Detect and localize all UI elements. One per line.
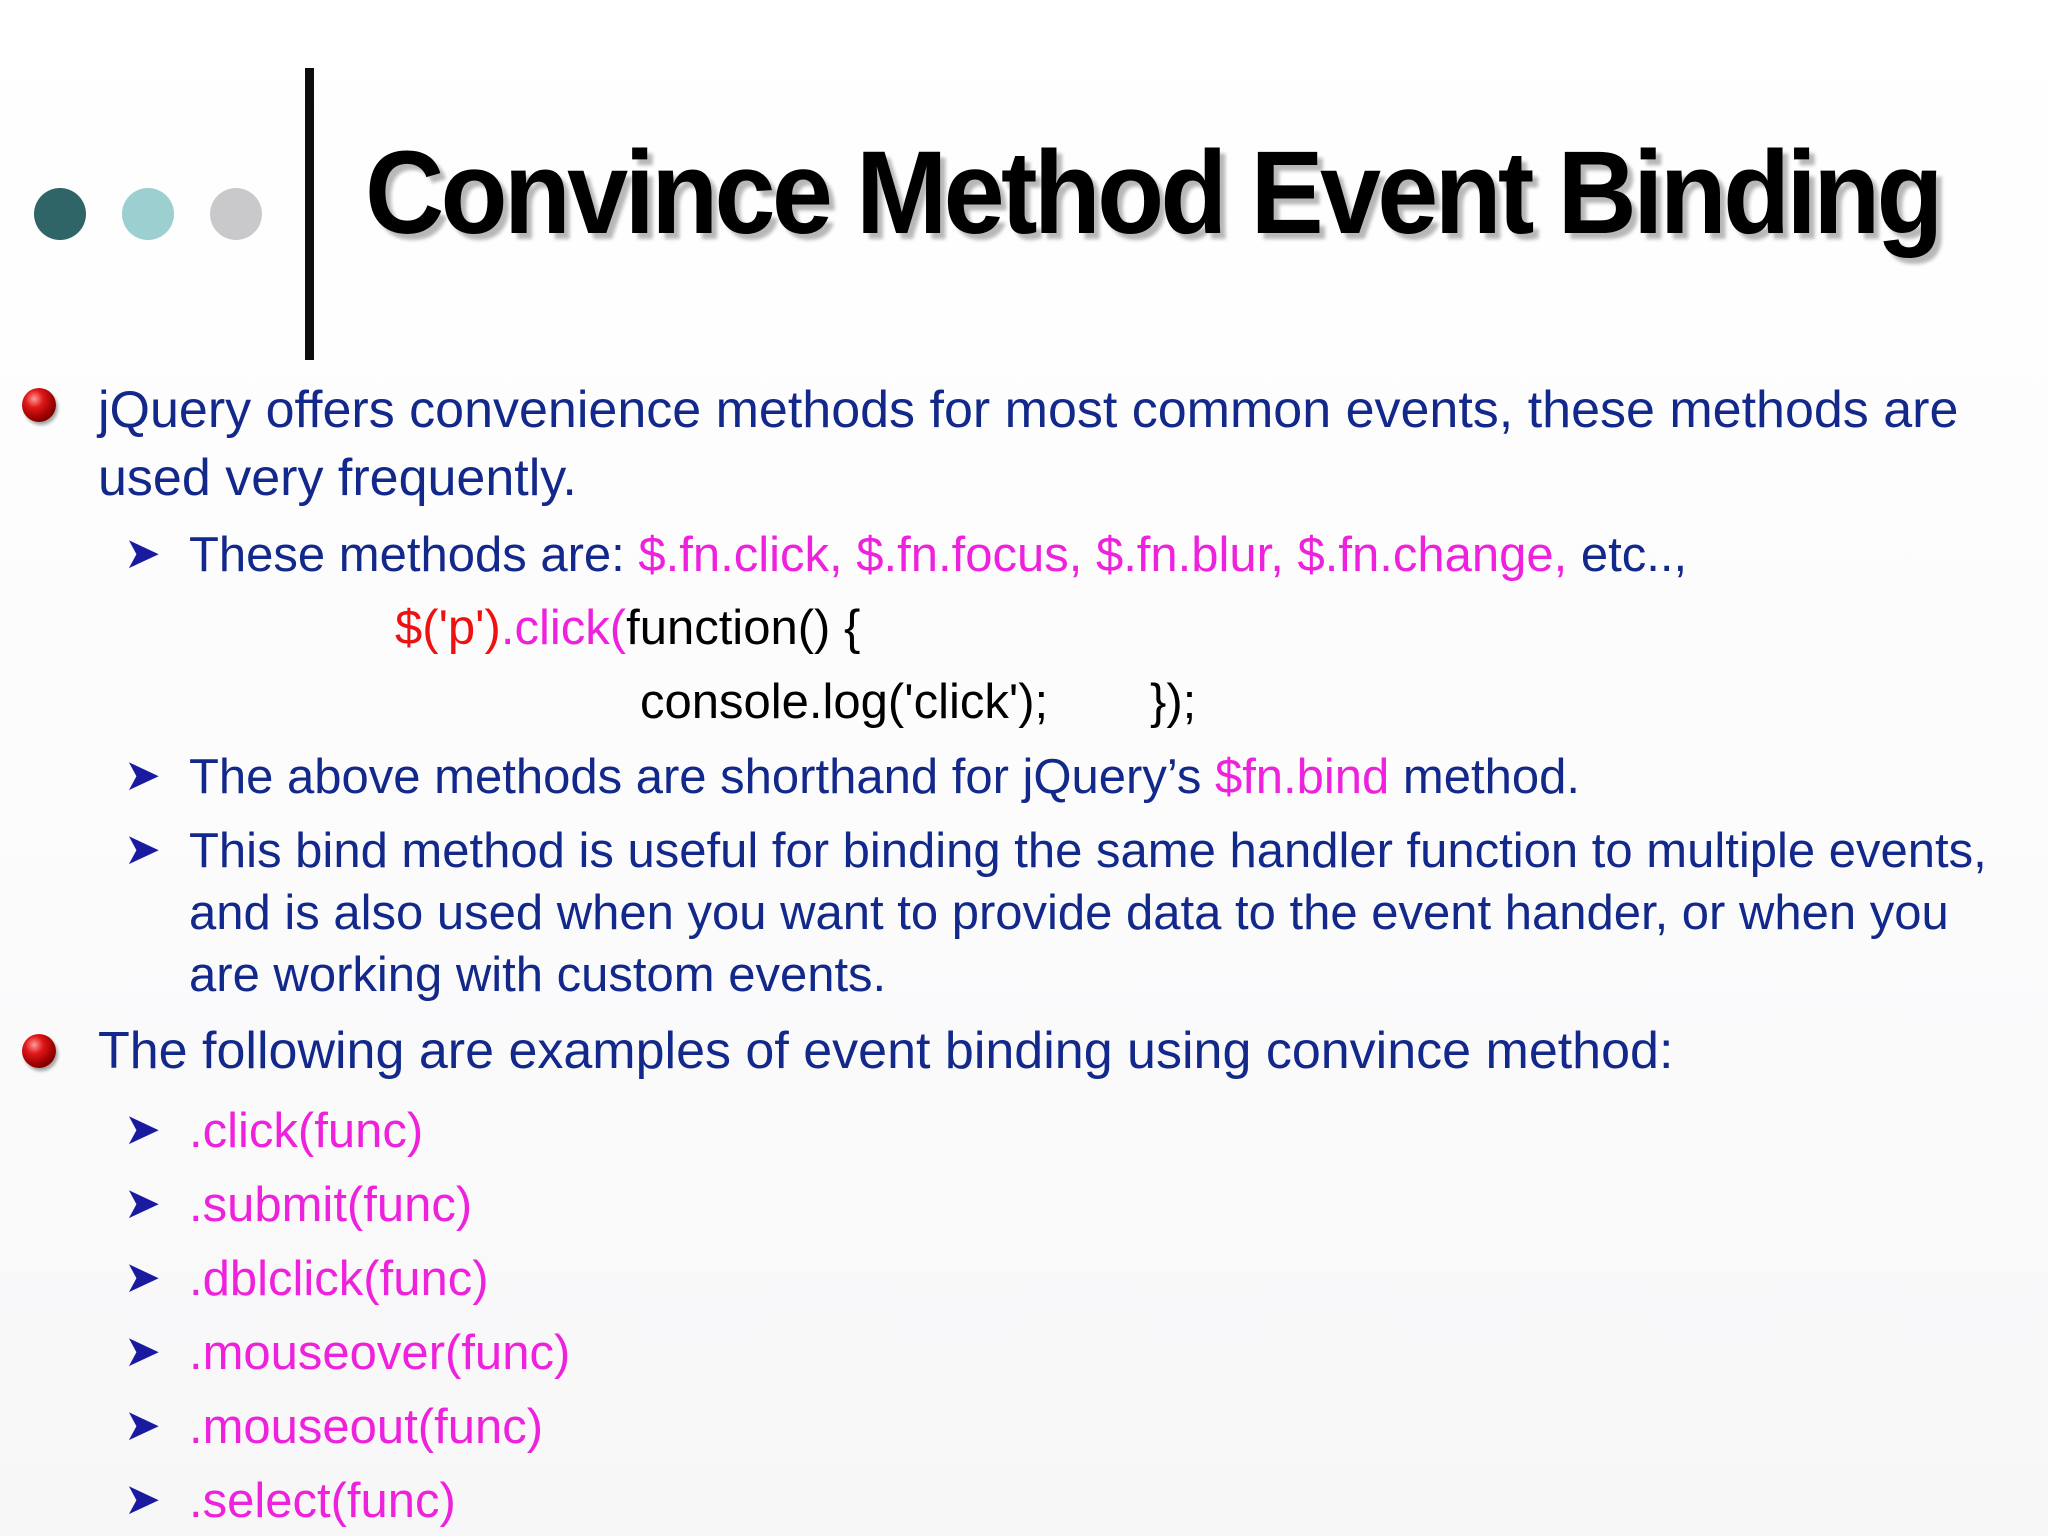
bullet-2-text: The following are examples of event binding using convince method:	[98, 1022, 1674, 1080]
sub-item-shorthand-suffix: method.	[1389, 750, 1580, 804]
sub-item-shorthand-prefix: The above methods are shorthand for jQuery’s	[189, 750, 1215, 804]
example-click: .click(func)	[189, 1104, 424, 1158]
arrowhead-bullet-icon: ➤	[124, 1105, 161, 1154]
red-sphere-bullet-icon	[22, 1034, 56, 1068]
method-names-highlight: $.fn.click, $.fn.focus, $.fn.blur, $.fn.change,	[638, 528, 1568, 582]
sub-item-methods-suffix: etc..,	[1567, 528, 1688, 582]
gray-dot	[210, 188, 262, 240]
title-decoration-dots	[34, 188, 274, 244]
code-selector: $('p')	[395, 601, 501, 655]
arrowhead-bullet-icon: ➤	[124, 825, 161, 874]
example-submit: .submit(func)	[189, 1178, 473, 1232]
example-mouseout: .mouseout(func)	[189, 1400, 544, 1454]
arrowhead-bullet-icon: ➤	[124, 1327, 161, 1376]
arrowhead-bullet-icon: ➤	[124, 1475, 161, 1524]
arrowhead-bullet-icon: ➤	[124, 1179, 161, 1228]
code-method: .click(	[500, 601, 627, 655]
sub-item-shorthand	[189, 746, 2009, 808]
code-line-1	[395, 597, 860, 659]
code-function-open: function() {	[626, 601, 861, 655]
dark-teal-dot	[34, 188, 86, 240]
arrowhead-bullet-icon: ➤	[124, 1253, 161, 1302]
arrowhead-bullet-icon: ➤	[124, 1401, 161, 1450]
light-teal-dot	[122, 188, 174, 240]
title-divider-line	[305, 68, 314, 360]
code-line-close: });	[1150, 675, 1197, 729]
slide-title: Convince Method Event Binding	[365, 127, 1940, 259]
arrowhead-bullet-icon: ➤	[124, 751, 161, 800]
example-mouseover: .mouseover(func)	[189, 1326, 571, 1380]
arrowhead-bullet-icon: ➤	[124, 529, 161, 578]
example-select: .select(func)	[189, 1474, 456, 1528]
red-sphere-bullet-icon	[22, 388, 56, 422]
code-line-2: console.log('click');	[640, 675, 1049, 729]
bind-method-highlight: $fn.bind	[1214, 750, 1390, 804]
example-dblclick: .dblclick(func)	[189, 1252, 489, 1306]
bullet-1-text: jQuery offers convenience methods for most common events, these methods are used very frequently.	[98, 381, 1959, 507]
sub-item-bind-description: This bind method is useful for binding the same handler function to multiple events, and is also used when you want to provide data to the event hander, or when you are working with custom events.	[189, 824, 1987, 1002]
sub-item-methods-prefix: These methods are:	[189, 528, 639, 582]
sub-item-methods-list	[189, 524, 2009, 586]
